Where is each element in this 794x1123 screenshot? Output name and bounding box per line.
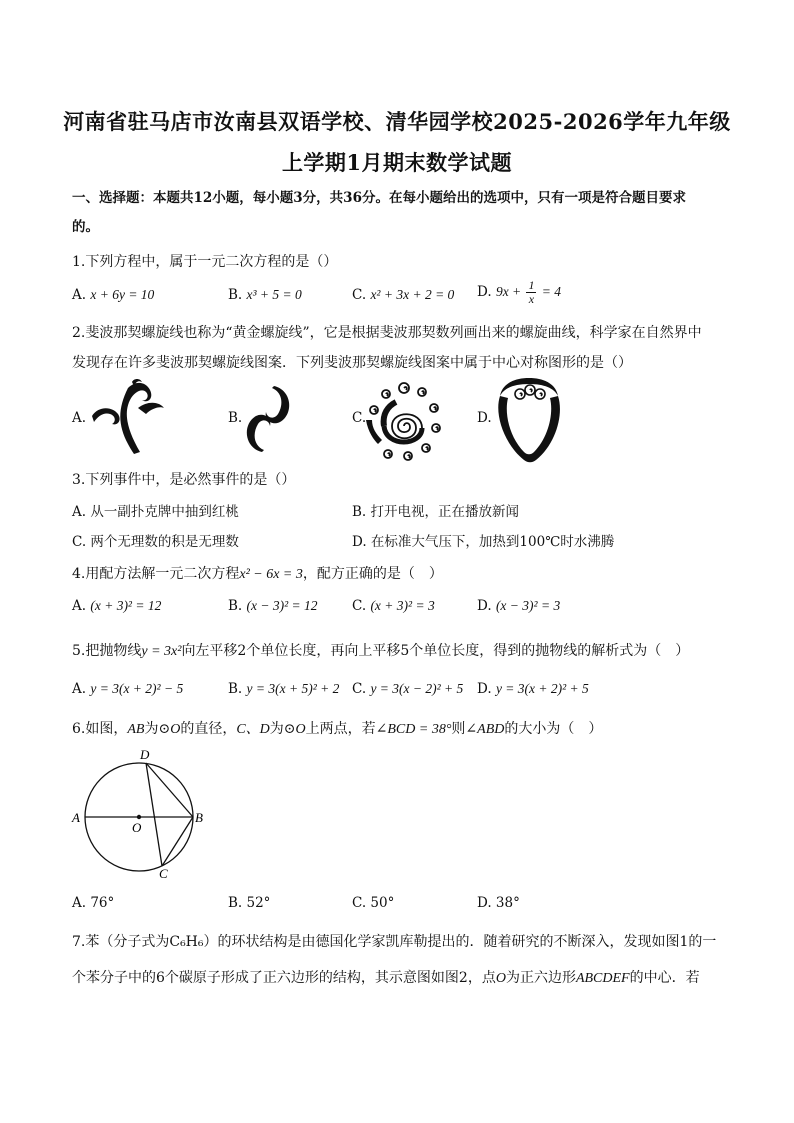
option-label: C. (352, 287, 367, 303)
q1-option-a-expr: x + 6y = 10 (90, 287, 155, 302)
q6-option-d: D. 38° (477, 895, 520, 911)
q6-stem-part: 则 (451, 721, 466, 737)
q5-stem-pre: 5.把抛物线 (72, 643, 142, 659)
option-label: D. (477, 598, 492, 614)
q5-stem-equation: y = 3x² (141, 644, 182, 659)
option-label: D. (477, 284, 492, 300)
q6-segment-ab: AB (127, 722, 145, 737)
q4-stem-equation: x² − 6x = 3 (239, 567, 303, 582)
q7-stem-part: 7.苯（分子式为 (72, 934, 170, 950)
q5-option-d-expr: y = 3(x + 2)² + 5 (495, 681, 589, 696)
section-instructions-line1: 一、选择题：本题共12小题，每小题3分，共36分。在每小题给出的选项中，只有一项是符合题目要求 (72, 190, 686, 206)
option-label: A. (72, 598, 87, 614)
chord-cb (162, 817, 193, 866)
q4-stem-post: ，配方正确的是（ ） (302, 566, 443, 582)
q2-stem-line2: 发现存在许多斐波那契螺旋线图案．下列斐波那契螺旋线图案中属于中心对称图形的是（） (72, 355, 632, 371)
center-point-o (137, 815, 141, 819)
q4-option-a-expr: (x + 3)² = 12 (90, 598, 162, 613)
q4-stem-pre: 4.用配方法解一元二次方程 (72, 566, 240, 582)
q6-circle-o: O (295, 722, 306, 737)
q5-option-c-expr: y = 3(x − 2)² + 5 (370, 681, 464, 696)
q3-stem: 3.下列事件中，是必然事件的是（） (72, 472, 296, 488)
q7-stem-line2 (72, 967, 700, 987)
q6-option-c: C. 50° (352, 895, 395, 911)
q7-hexagon-name: ABCDEF (575, 971, 630, 986)
q1-option-c (352, 287, 454, 303)
q2-option-b-label: B. (228, 410, 243, 426)
q6-stem-part: 的直径， (180, 721, 237, 737)
q1-stem: 1.下列方程中，属于一元二次方程的是（） (72, 254, 338, 270)
q7-stem-part: 个苯分子中的6个碳原子形成了正六边形的结构，其示意图如图2，点 (72, 970, 496, 986)
q6-stem (72, 718, 602, 738)
point-label-d: D (140, 747, 150, 762)
q6-circle-figure (66, 746, 216, 882)
option-label: B. (228, 598, 243, 614)
option-label: C. (352, 598, 367, 614)
option-label: D. (477, 681, 492, 697)
q4-option-b (228, 598, 318, 614)
q6-option-a: A. 76° (72, 895, 115, 911)
q3-option-c: C. 两个无理数的积是无理数 (72, 534, 239, 550)
section-instructions-line2: 的。 (72, 219, 99, 235)
q1-option-d-fraction (526, 279, 536, 306)
q1-option-a (72, 287, 154, 303)
q5-option-a-expr: y = 3(x + 2)² − 5 (90, 681, 184, 696)
fraction-denominator: x (528, 292, 535, 306)
fraction-numerator: 1 (528, 278, 535, 292)
q6-stem-part: 6.如图， (72, 721, 128, 737)
option-label: A. (72, 287, 87, 303)
q5-option-b (228, 681, 339, 697)
q6-stem-part: 上两点，若 (305, 721, 376, 737)
q5-stem-post: 向左平移2个单位长度，再向上平移5个单位长度，得到的抛物线的解析式为（ ） (181, 643, 690, 659)
q6-option-b: B. 52° (228, 895, 271, 911)
q7-stem-part: 的中心．若 (629, 970, 700, 986)
point-label-a: A (72, 810, 80, 825)
q2-option-d-label: D. (477, 410, 492, 426)
point-label-o: O (132, 820, 142, 835)
q6-stem-part: 的大小为（ ） (504, 721, 603, 737)
q1-option-d (477, 279, 561, 306)
q5-option-b-expr: y = 3(x + 5)² + 2 (246, 681, 340, 696)
q2-option-a-label: A. (72, 410, 87, 426)
exam-title-line1: 河南省驻马店市汝南县双语学校、清华园学校2025-2026学年九年级 (63, 109, 731, 134)
q4-option-d (477, 598, 560, 614)
option-label: B. (228, 681, 243, 697)
option-label: B. (228, 287, 243, 303)
point-label-c: C (159, 866, 168, 881)
q7-stem-part: ）的环状结构是由德国化学家凯库勒提出的．随着研究的不断深入，发现如图1的一 (203, 934, 717, 950)
q2-option-c-spiral-figure (364, 376, 446, 462)
q5-option-a (72, 681, 183, 697)
q6-angle-bcd: ∠BCD = 38° (375, 722, 452, 737)
q7-stem-line1 (72, 931, 716, 951)
q6-stem-part: 为⊙ (269, 721, 296, 737)
q2-option-b-spiral-figure (236, 384, 300, 454)
q1-option-c-expr: x² + 3x + 2 = 0 (370, 287, 455, 302)
q3-option-b: B. 打开电视，正在播放新闻 (352, 504, 520, 520)
q5-option-c (352, 681, 463, 697)
q4-option-a (72, 598, 161, 614)
q6-circle-o: O (170, 722, 181, 737)
q5-option-d (477, 681, 589, 697)
exam-title-line2: 上学期1月期末数学试题 (281, 150, 513, 175)
q6-angle-abd: ∠ABD (465, 722, 505, 737)
q1-option-b (228, 287, 302, 303)
q3-option-a: A. 从一副扑克牌中抽到红桃 (72, 504, 239, 520)
q4-option-c-expr: (x + 3)² = 3 (370, 598, 435, 613)
q1-option-b-expr: x³ + 5 = 0 (246, 287, 302, 302)
q5-stem (72, 640, 689, 660)
q2-stem-line1: 2.斐波那契螺旋线也称为“黄金螺旋线”，它是根据斐波那契数列画出来的螺旋曲线，科学家在自然界中 (72, 325, 702, 341)
q7-stem-part: 为正六边形 (505, 970, 576, 986)
q2-option-d-spiral-figure (494, 374, 564, 464)
option-label: C. (352, 681, 367, 697)
q3-option-d: D. 在标准大气压下，加热到100℃时水沸腾 (352, 534, 615, 550)
q7-point-o: O (495, 971, 506, 986)
q4-option-c (352, 598, 435, 614)
q2-option-a-spiral-figure (88, 378, 168, 458)
q2-option-c-label: C. (352, 410, 367, 426)
q7-formula: C₆H₆ (169, 934, 204, 950)
q4-option-d-expr: (x − 3)² = 3 (495, 598, 561, 613)
option-label: A. (72, 681, 87, 697)
q6-stem-part: 为⊙ (144, 721, 171, 737)
q1-option-d-pre: 9x + (495, 284, 522, 299)
point-label-b: B (195, 810, 203, 825)
q4-option-b-expr: (x − 3)² = 12 (246, 598, 318, 613)
q4-stem (72, 563, 443, 583)
q1-option-d-post: = 4 (541, 284, 562, 299)
q6-points-cd: C、D (236, 722, 270, 737)
